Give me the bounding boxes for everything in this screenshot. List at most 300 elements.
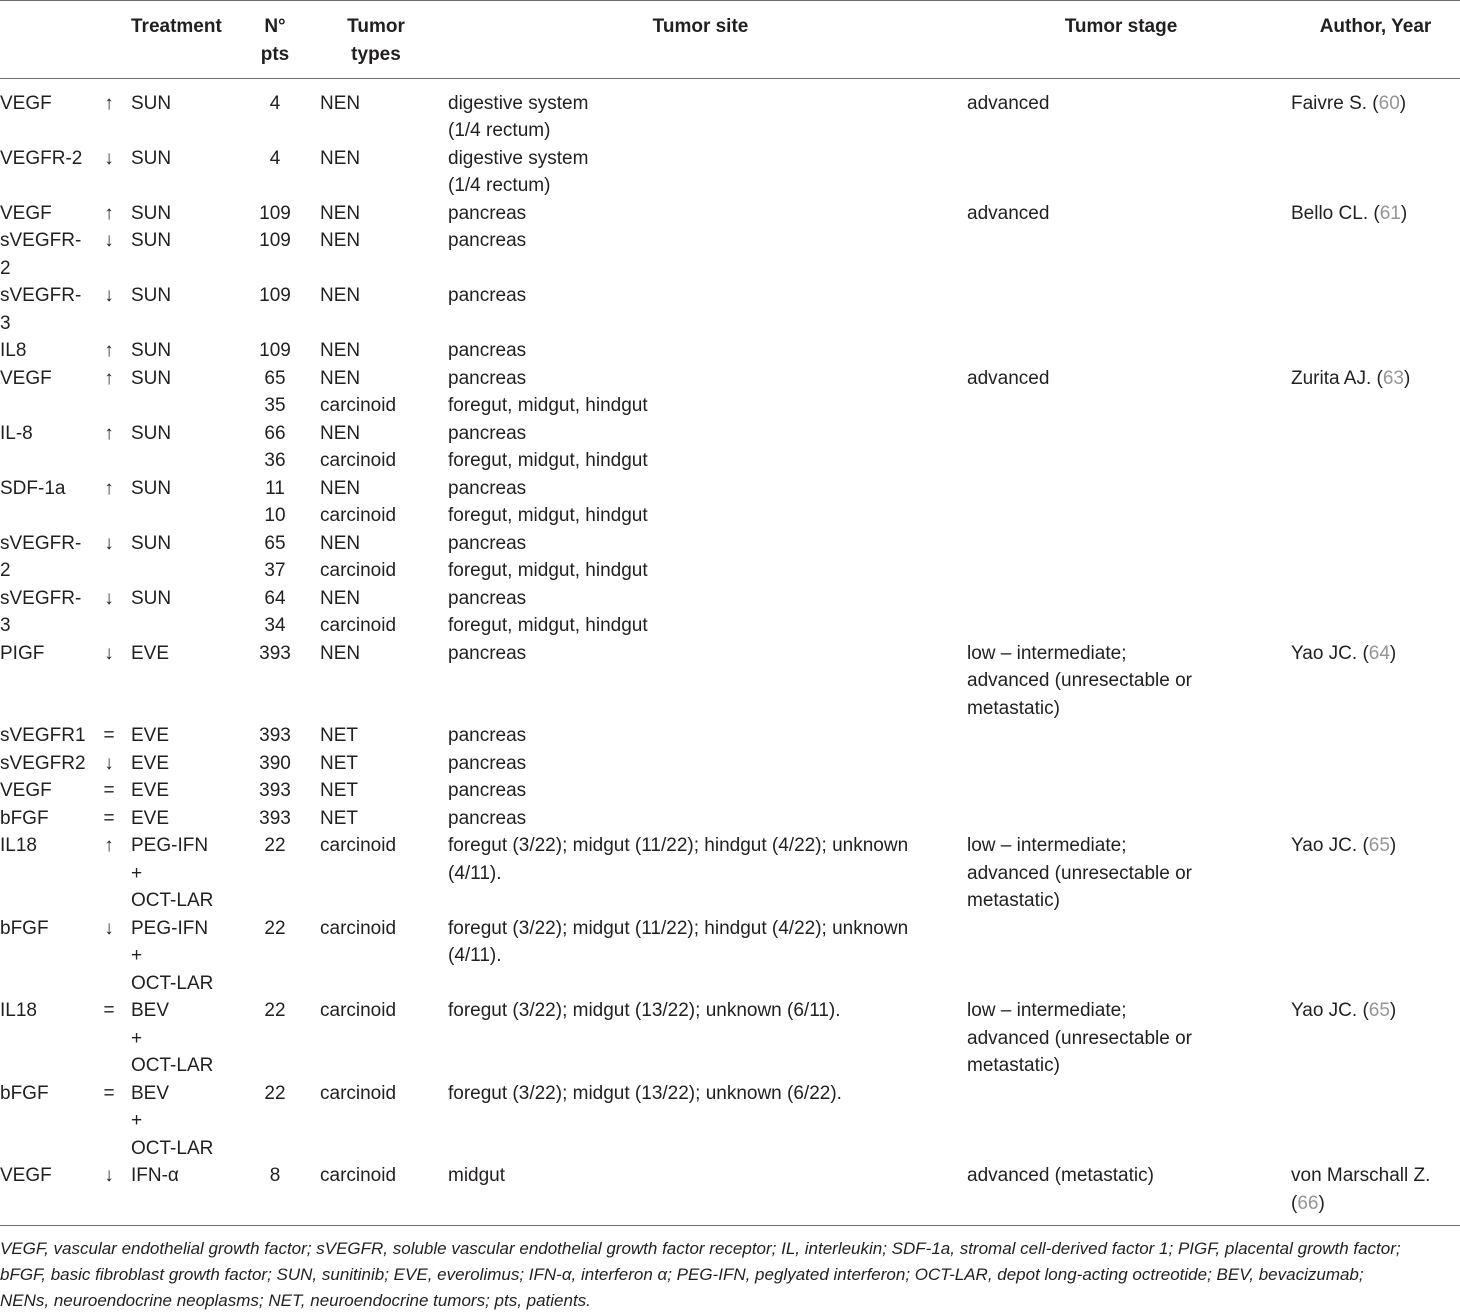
reference-link[interactable]: 65 [1368,835,1390,856]
marker-cell-line: bFGF [0,917,49,939]
tumor-site-cell-line: midgut [448,1165,506,1186]
tumor-site-cell-line: pancreas [448,285,527,306]
marker-cell [0,640,44,668]
reference-link[interactable]: 64 [1368,642,1390,664]
table-row [0,90,1460,145]
treatment-cell-line: SUN [131,230,172,251]
table-row [0,832,1460,915]
tumor-stage-cell [967,90,1049,118]
tumor-site-cell-line: foregut, midgut, hindgut [448,395,648,416]
patients-cell [246,227,304,255]
patients-cell-line: 11 [265,477,285,499]
author-cell [1291,832,1396,860]
reference-link[interactable]: 61 [1379,202,1401,224]
tumor-site-cell-line: foregut (3/22); midgut (13/22); unknown (6/22). [448,1082,842,1104]
marker-cell [0,997,37,1025]
marker-cell-line: 2 [0,257,11,279]
tumor-site-cell-line: pancreas [448,422,527,444]
author-line [1291,365,1410,393]
patients-cell [246,90,304,118]
treatment-cell-line: EVE [131,780,170,801]
tumor-type-cell-line: NEN [320,340,361,361]
treatment-cell-line: OCT-LAR [131,890,214,911]
patients-cell [246,337,304,365]
tumor-site-cell-line: foregut, midgut, hindgut [448,615,648,636]
table-row [0,915,1460,998]
reference-link[interactable]: 60 [1378,92,1400,114]
treatment-cell [131,365,171,393]
tumor-stage-cell [967,997,1192,1080]
tumor-stage-cell-line: advanced (unresectable or [967,862,1192,884]
table-row [0,200,1460,228]
tumor-type-cell [320,530,396,585]
header-tumor-types [320,13,432,68]
reference-link[interactable]: 66 [1297,1192,1319,1214]
change-direction-icon: = [103,1082,115,1104]
tumor-type-cell-line: NEN [320,532,361,554]
tumor-site-cell-line: foregut, midgut, hindgut [448,505,648,526]
author-line [1291,997,1396,1025]
author-paren-close: ) [1389,835,1397,856]
treatment-cell [131,530,171,558]
tumor-type-cell [320,145,360,173]
table-row [0,805,1460,833]
tumor-stage-cell-line: low – intermediate; [967,642,1127,664]
marker-cell [0,282,81,337]
author-paren-close: ) [1400,202,1408,224]
table-row [0,475,1460,530]
tumor-site-cell-line: pancreas [448,587,527,609]
author-paren-close: ) [1389,1000,1397,1021]
tumor-type-cell [320,777,358,805]
marker-cell [0,722,86,750]
change-direction-icon: = [103,780,115,801]
marker-cell-line: sVEGFR- [0,230,82,251]
author-paren-close: ) [1404,367,1411,389]
tumor-site-cell-line: foregut, midgut, hindgut [448,450,648,471]
marker-cell [0,365,52,393]
author-cell [1291,200,1407,228]
table-row [0,640,1460,723]
reference-link[interactable]: 65 [1368,1000,1390,1021]
marker-cell [0,227,81,282]
table-row [0,337,1460,365]
treatment-cell-line: + [131,1027,143,1049]
tumor-site-cell [448,1162,505,1190]
tumor-type-cell [320,337,360,365]
tumor-site-cell-line: pancreas [448,202,527,224]
tumor-type-cell [320,90,360,118]
author-paren: ( [1291,1192,1298,1214]
tumor-site-cell-line: pancreas [448,477,527,499]
tumor-site-cell [448,750,526,778]
change-direction-icon: ↑ [104,340,114,361]
header-npts-line1: N° [264,16,286,37]
treatment-cell [131,475,171,503]
marker-cell-line: IL18 [0,835,37,856]
marker-cell [0,585,81,640]
marker-cell-line: SDF-1a [0,477,66,499]
tumor-site-cell [448,227,526,255]
patients-cell [246,805,304,833]
tumor-type-cell-line: carcinoid [320,450,397,471]
tumor-stage-cell-line: advanced (unresectable or [967,1027,1192,1049]
treatment-cell-line: BEV [131,1082,170,1104]
marker-cell [0,832,37,860]
tumor-site-cell-line: pancreas [448,807,527,829]
patients-cell-line: 109 [259,230,291,251]
tumor-stage-cell-line: advanced (metastatic) [967,1165,1154,1186]
patients-cell-line: 109 [259,285,291,306]
tumor-type-cell [320,282,360,310]
marker-cell-line: sVEGFR1 [0,725,86,746]
treatment-cell-line: OCT-LAR [131,1137,214,1159]
header-npts-line2: pts [260,43,290,65]
footnote-line: bFGF, basic fibroblast growth factor; SUN, sunitinib; EVE, everolimus; IFN-α, interferon α; PEG-IFN, peglyated interferon; OCT-LAR, depot long-acting octreotide; BEV, bevacizumab; [0,1265,1364,1284]
top-rule [0,0,1460,1]
patients-cell [246,585,304,640]
tumor-stage-cell-line: low – intermediate; [967,835,1127,856]
treatment-cell [131,227,171,255]
treatment-cell [131,1080,213,1163]
marker-cell [0,90,52,118]
tumor-type-cell-line: NET [320,807,358,829]
change-direction-icon: = [103,807,115,829]
marker-cell [0,200,52,228]
bottom-rule [0,1225,1460,1226]
tumor-site-cell [448,530,648,585]
tumor-site-cell-line: pancreas [448,780,527,801]
marker-cell-line: VEGF [0,92,52,114]
author-paren-close: ) [1399,92,1407,114]
treatment-cell [131,200,171,228]
treatment-cell-line: SUN [131,477,172,499]
author-name: Bello CL. ( [1291,202,1380,224]
tumor-site-cell [448,200,526,228]
author-cell [1291,90,1406,118]
change-direction-icon: ↑ [104,367,114,389]
tumor-type-cell-line: NET [320,752,358,774]
tumor-site-cell [448,365,648,420]
patients-cell-line: 393 [259,725,291,746]
table-row [0,722,1460,750]
patients-cell [246,997,304,1025]
marker-cell-line: VEGF [0,780,52,801]
marker-cell [0,777,52,805]
patients-cell [246,282,304,310]
marker-cell [0,915,49,943]
marker-cell-line: IL8 [0,340,27,361]
header-treatment: Treatment [131,16,222,37]
table-row [0,585,1460,640]
treatment-cell [131,777,169,805]
tumor-type-cell [320,1162,396,1190]
marker-cell [0,805,49,833]
marker-cell [0,475,65,503]
treatment-cell-line: SUN [131,340,172,361]
tumor-type-cell-line: carcinoid [320,395,397,416]
tumor-site-cell-line: pancreas [448,752,527,774]
change-direction-icon: = [103,725,115,746]
patients-cell [246,915,304,943]
marker-cell-line: 2 [0,560,11,581]
marker-cell-line: bFGF [0,1082,49,1104]
patients-cell-line: 36 [264,450,286,471]
author-line [1291,1162,1430,1190]
tumor-site-cell [448,337,526,365]
author-name: Yao JC. ( [1291,642,1369,664]
change-direction-icon: ↓ [104,1165,114,1186]
patients-cell-line: 393 [259,807,291,829]
treatment-cell-line: EVE [131,752,170,774]
change-direction-icon: ↓ [104,285,114,306]
tumor-site-cell-line: foregut (3/22); midgut (13/22); unknown (6/11). [448,1000,841,1021]
tumor-type-cell [320,640,360,668]
tumor-type-cell-line: carcinoid [320,917,397,939]
tumor-type-cell [320,805,358,833]
tumor-stage-cell-line: advanced [967,202,1050,224]
patients-cell-line: 4 [269,92,281,114]
tumor-site-cell-line: digestive system [448,92,589,114]
patients-cell-line: 37 [264,560,286,581]
tumor-site-cell-line: foregut (3/22); midgut (11/22); hindgut (4/22); unknown [448,835,909,856]
treatment-cell [131,997,213,1080]
tumor-site-cell [448,585,648,640]
marker-cell-line: sVEGFR2 [0,752,86,774]
patients-cell-line: 64 [264,587,286,609]
table-row [0,1162,1460,1217]
tumor-site-cell-line: digestive system [448,147,589,169]
treatment-cell [131,750,169,778]
tumor-site-cell-line: pancreas [448,230,527,251]
author-paren-close: ) [1318,1192,1325,1214]
tumor-site-cell [448,805,526,833]
tumor-site-cell [448,640,526,668]
header-rule [0,78,1460,79]
treatment-cell-line: SUN [131,367,172,389]
author-cell [1291,640,1396,668]
tumor-site-cell [448,420,648,475]
tumor-site-cell-line: pancreas [448,725,527,746]
patients-cell-line: 4 [269,147,281,169]
author-paren-close: ) [1389,642,1397,664]
treatment-cell [131,420,171,448]
author-name: von Marschall Z. [1291,1165,1431,1186]
treatment-cell-line: SUN [131,147,172,169]
table-row [0,145,1460,200]
tumor-type-cell [320,997,396,1025]
treatment-cell-line: + [131,945,143,966]
change-direction-icon: ↓ [104,532,114,554]
table-row [0,750,1460,778]
treatment-cell-line: PEG-IFN [131,835,209,856]
patients-cell [246,200,304,228]
patients-cell-line: 109 [259,202,291,224]
treatment-cell [131,282,171,310]
change-direction-icon: = [103,1000,115,1021]
tumor-site-cell-line: (1/4 rectum) [448,175,551,196]
patients-cell-line: 66 [264,422,286,444]
tumor-stage-cell-line: advanced [967,367,1050,389]
patients-cell [246,832,304,860]
tumor-site-cell [448,475,648,530]
tumor-stage-cell-line: low – intermediate; [967,1000,1127,1021]
header-tumor-stage: Tumor stage [1064,16,1178,37]
marker-cell-line: VEGF [0,367,52,389]
tumor-site-cell-line: (4/11). [448,945,502,966]
patients-cell [246,145,304,173]
tumor-type-cell-line: NEN [320,477,361,499]
footnote [0,1236,1460,1314]
author-line [1291,640,1396,668]
tumor-type-cell-line: NEN [320,422,361,444]
patients-cell-line: 393 [259,780,291,801]
marker-cell [0,750,86,778]
treatment-cell-line: SUN [131,587,172,609]
patients-cell-line: 65 [264,532,286,554]
treatment-cell [131,805,169,833]
marker-cell-line: sVEGFR- [0,587,82,609]
table-row [0,420,1460,475]
treatment-cell-line: PEG-IFN [131,917,209,939]
tumor-type-cell-line: NET [320,780,358,801]
marker-cell [0,420,33,448]
tumor-type-cell-line: carcinoid [320,615,397,636]
treatment-cell [131,90,171,118]
tumor-type-cell [320,1080,396,1108]
treatment-cell-line: OCT-LAR [131,1055,214,1076]
tumor-site-cell [448,145,588,200]
header-tumor-types-line2: types [351,43,401,65]
header-npts [246,13,304,68]
marker-cell-line: sVEGFR- [0,285,82,306]
tumor-type-cell [320,227,360,255]
author-name: Zurita AJ. ( [1291,367,1383,389]
tumor-site-cell [448,832,908,887]
patients-cell [246,777,304,805]
treatment-cell-line: EVE [131,725,170,746]
marker-cell [0,1162,52,1190]
patients-cell [246,365,304,420]
tumor-type-cell-line: NEN [320,367,361,389]
reference-link[interactable]: 63 [1382,367,1404,389]
tumor-type-cell-line: carcinoid [320,1000,397,1021]
marker-cell-line: IL-8 [0,422,33,444]
treatment-cell-line: EVE [131,807,170,829]
tumor-type-cell [320,200,360,228]
tumor-site-cell-line: pancreas [448,340,527,361]
tumor-stage-cell [967,1162,1154,1190]
patients-cell [246,1162,304,1190]
tumor-type-cell-line: NEN [320,147,361,169]
change-direction-icon: ↓ [104,642,114,664]
marker-cell-line: VEGF [0,202,52,224]
change-direction-icon: ↓ [104,587,114,609]
patients-cell [246,530,304,585]
marker-cell-line: VEGF [0,1165,52,1186]
change-direction-icon: ↓ [104,230,114,251]
tumor-type-cell [320,585,396,640]
author-cell [1291,365,1410,393]
tumor-stage-cell [967,200,1049,228]
tumor-type-cell-line: NEN [320,92,361,114]
tumor-type-cell-line: carcinoid [320,1165,397,1186]
tumor-type-cell [320,420,396,475]
patients-cell-line: 65 [264,367,286,389]
tumor-type-cell [320,832,396,860]
marker-cell-line: 3 [0,312,11,334]
marker-cell-line: bFGF [0,807,49,829]
patients-cell [246,750,304,778]
author-line [1291,832,1396,860]
patients-cell-line: 390 [259,752,291,774]
table-row [0,530,1460,585]
patients-cell-line: 10 [264,505,286,526]
tumor-type-cell-line: NEN [320,285,361,306]
tumor-site-cell-line: pancreas [448,642,527,664]
tumor-type-cell-line: carcinoid [320,560,397,581]
treatment-cell-line: SUN [131,92,172,114]
tumor-type-cell-line: NEN [320,587,361,609]
treatment-cell [131,337,171,365]
tumor-site-cell-line: (1/4 rectum) [448,120,551,141]
treatment-cell-line: IFN-α [131,1165,179,1186]
patients-cell [246,475,304,530]
marker-cell [0,1080,49,1108]
marker-cell-line: PIGF [0,642,45,664]
tumor-site-cell [448,777,526,805]
tumor-site-cell [448,1080,842,1108]
author-line [1291,1190,1430,1218]
change-direction-icon: ↑ [104,835,114,856]
tumor-site-cell [448,282,526,310]
treatment-cell-line: OCT-LAR [131,972,214,994]
treatment-cell-line: + [131,1110,143,1131]
marker-cell-line: IL18 [0,1000,37,1021]
table-row [0,365,1460,420]
patients-cell-line: 34 [264,615,286,636]
tumor-stage-cell-line: metastatic) [967,697,1060,719]
tumor-stage-cell-line: metastatic) [967,1055,1060,1076]
patients-cell [246,420,304,475]
treatment-cell [131,722,169,750]
author-name: Faivre S. ( [1291,92,1379,114]
tumor-site-cell-line: pancreas [448,367,527,389]
tumor-type-cell [320,915,396,943]
author-cell [1291,1162,1430,1217]
patients-cell [246,1080,304,1108]
change-direction-icon: ↓ [104,752,114,774]
tumor-type-cell [320,750,358,778]
tumor-type-cell-line: carcinoid [320,1082,397,1104]
tumor-stage-cell [967,640,1192,723]
tumor-type-cell [320,722,358,750]
patients-cell-line: 22 [264,1082,286,1104]
tumor-site-cell [448,997,841,1025]
author-line [1291,200,1407,228]
tumor-stage-cell [967,365,1049,393]
patients-cell-line: 22 [264,1000,286,1021]
treatment-cell-line: SUN [131,285,172,306]
header-author-year: Author, Year [1319,16,1432,37]
table-row [0,282,1460,337]
patients-cell-line: 8 [269,1165,281,1186]
change-direction-icon: ↑ [104,477,114,499]
treatment-cell-line: SUN [131,202,172,224]
treatment-cell [131,1162,179,1190]
change-direction-icon: ↑ [104,92,114,114]
change-direction-icon: ↓ [104,917,114,939]
